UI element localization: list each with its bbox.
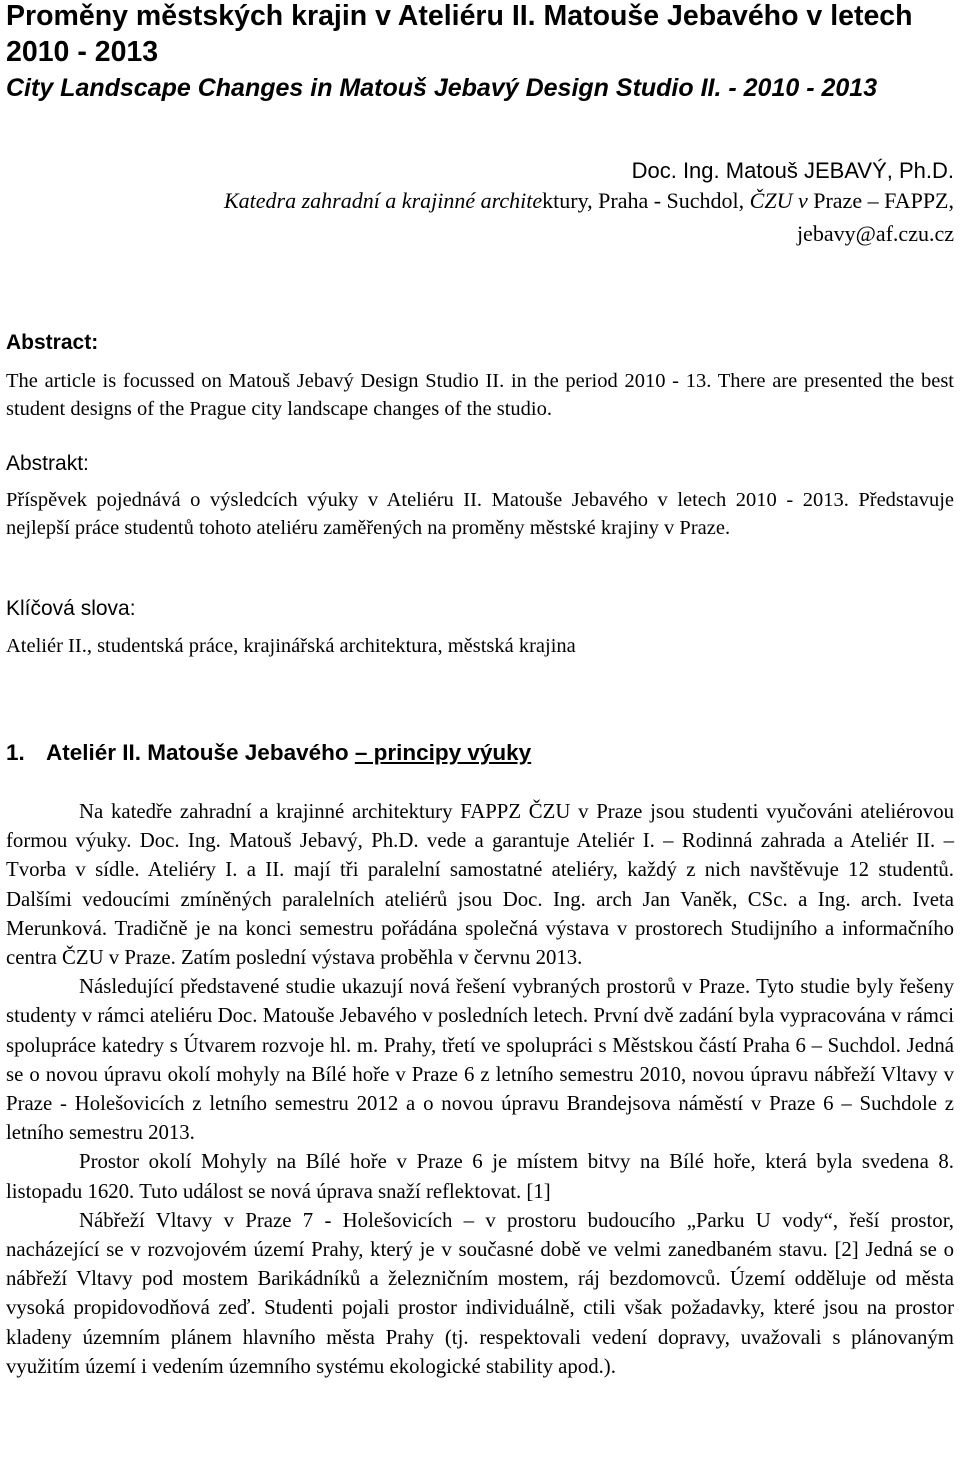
page-title: Proměny městských krajin v Ateliéru II. Matouše Jebavého v letech 2010 - 2013 xyxy=(6,0,913,68)
section-title: Ateliér II. Matouše Jebavého xyxy=(46,740,355,765)
section-title-underlined: – principy výuky xyxy=(354,740,532,765)
body-paragraph: Prostor okolí Mohyly na Bílé hoře v Praze 6 je místem bitvy na Bílé hoře, která byla svedena 8. listopadu 1620. Tuto událost se nová úprava snaží reflektovat. [1] xyxy=(6,1150,954,1203)
affiliation-part-1: Katedra zahradní a krajinné archite xyxy=(223,188,543,213)
body-paragraph: Následující představené studie ukazují nová řešení vybraných prostorů v Praze. Tyto studie byly řešeny studenty v rámci ateliéru Doc. Matouše Jebavého v posledních letech. První dvě zadání byla vypracována v rámci spolupráce katedry s Útvarem rozvoje hl. m. Prahy, třetí ve spolupráci s Městskou částí Praha 6 – Suchdol. Jedná se o novou úpravu okolí mohyly na Bílé hoře v Praze 6 z letního semestru 2010, novou úpravu nábřeží Vltavy v Praze - Holešovicích z letního semestru 2012 a o novou úpravu Brandejsova náměstí v Praze 6 – Suchdole z letního semestru 2013. xyxy=(6,975,954,1145)
section-heading xyxy=(6,738,531,768)
section-body xyxy=(6,797,954,1381)
abstrakt-heading: Abstrakt: xyxy=(6,452,89,475)
author-email: jebavy@af.czu.cz xyxy=(796,221,954,246)
page-title-english: City Landscape Changes in Matouš Jebavý Design Studio II. - 2010 - 2013 xyxy=(6,74,878,102)
keywords-text: Ateliér II., studentská práce, krajinářská architektura, městská krajina xyxy=(6,635,576,657)
author-affiliation xyxy=(224,186,954,216)
keywords-heading: Klíčová slova: xyxy=(6,597,136,620)
affiliation-part-2: ktury, Praha - Suchdol, xyxy=(542,188,750,213)
abstract-heading: Abstract: xyxy=(6,331,99,354)
abstrakt-text: Příspěvek pojednává o výsledcích výuky v Ateliéru II. Matouše Jebavého v letech 2010 - 2013. Představuje nejlepší práce studentů tohoto ateliéru zaměřených na proměny městské krajiny v Praze. xyxy=(6,489,954,539)
body-paragraph: Na katedře zahradní a krajinné architektury FAPPZ ČZU v Praze jsou studenti vyučováni ateliérovou formou výuky. Doc. Ing. Matouš Jebavý, Ph.D. vede a garantuje Ateliér I. – Rodinná zahrada a Ateliér II. – Tvorba v sídle. Ateliéry I. a II. mají tři paralelní samostatné ateliéry, každý z nich navštěvuje 12 studentů. Dalšími vedoucími zmíněných paralelních ateliérů jsou Doc. Ing. arch Jan Vaněk, CSc. a Ing. arch. Iveta Merunková. Tradičně je na konci semestru pořádána společná výstava v prostorech Studijního a informačního centra ČZU v Praze. Zatím poslední výstava proběhla v červnu 2013. xyxy=(6,800,954,970)
author-name: Doc. Ing. Matouš JEBAVÝ, Ph.D. xyxy=(631,158,954,183)
abstract-text: The article is focussed on Matouš Jebavý Design Studio II. in the period 2010 - 13. There are presented the best student designs of the Prague city landscape changes of the studio. xyxy=(6,370,954,420)
affiliation-part-3: ČZU v xyxy=(749,188,808,213)
section-number: 1. xyxy=(6,740,25,765)
body-paragraph: Nábřeží Vltavy v Praze 7 - Holešovicích – v prostoru budoucího „Parku U vody“, řeší prostor, nacházející se v rozvojovém území Prahy, který je v současné době ve velmi zanedbaném stavu. [2] Jedná se o nábřeží Vltavy pod mostem Barikádníků a železničním mostem, ráj bezdomovců. Území odděluje od města vysoká propidovodňová zeď. Studenti pojali prostor individuálně, ctili však požadavky, které jsou na prostor kladeny územním plánem hlavního města Prahy (tj. respektovali vedení dopravy, uvažovali s plánovaným využitím území i vedením územního systému ekologické stability apod.). xyxy=(6,1208,954,1378)
affiliation-part-4: Praze – FAPPZ, xyxy=(807,188,954,213)
